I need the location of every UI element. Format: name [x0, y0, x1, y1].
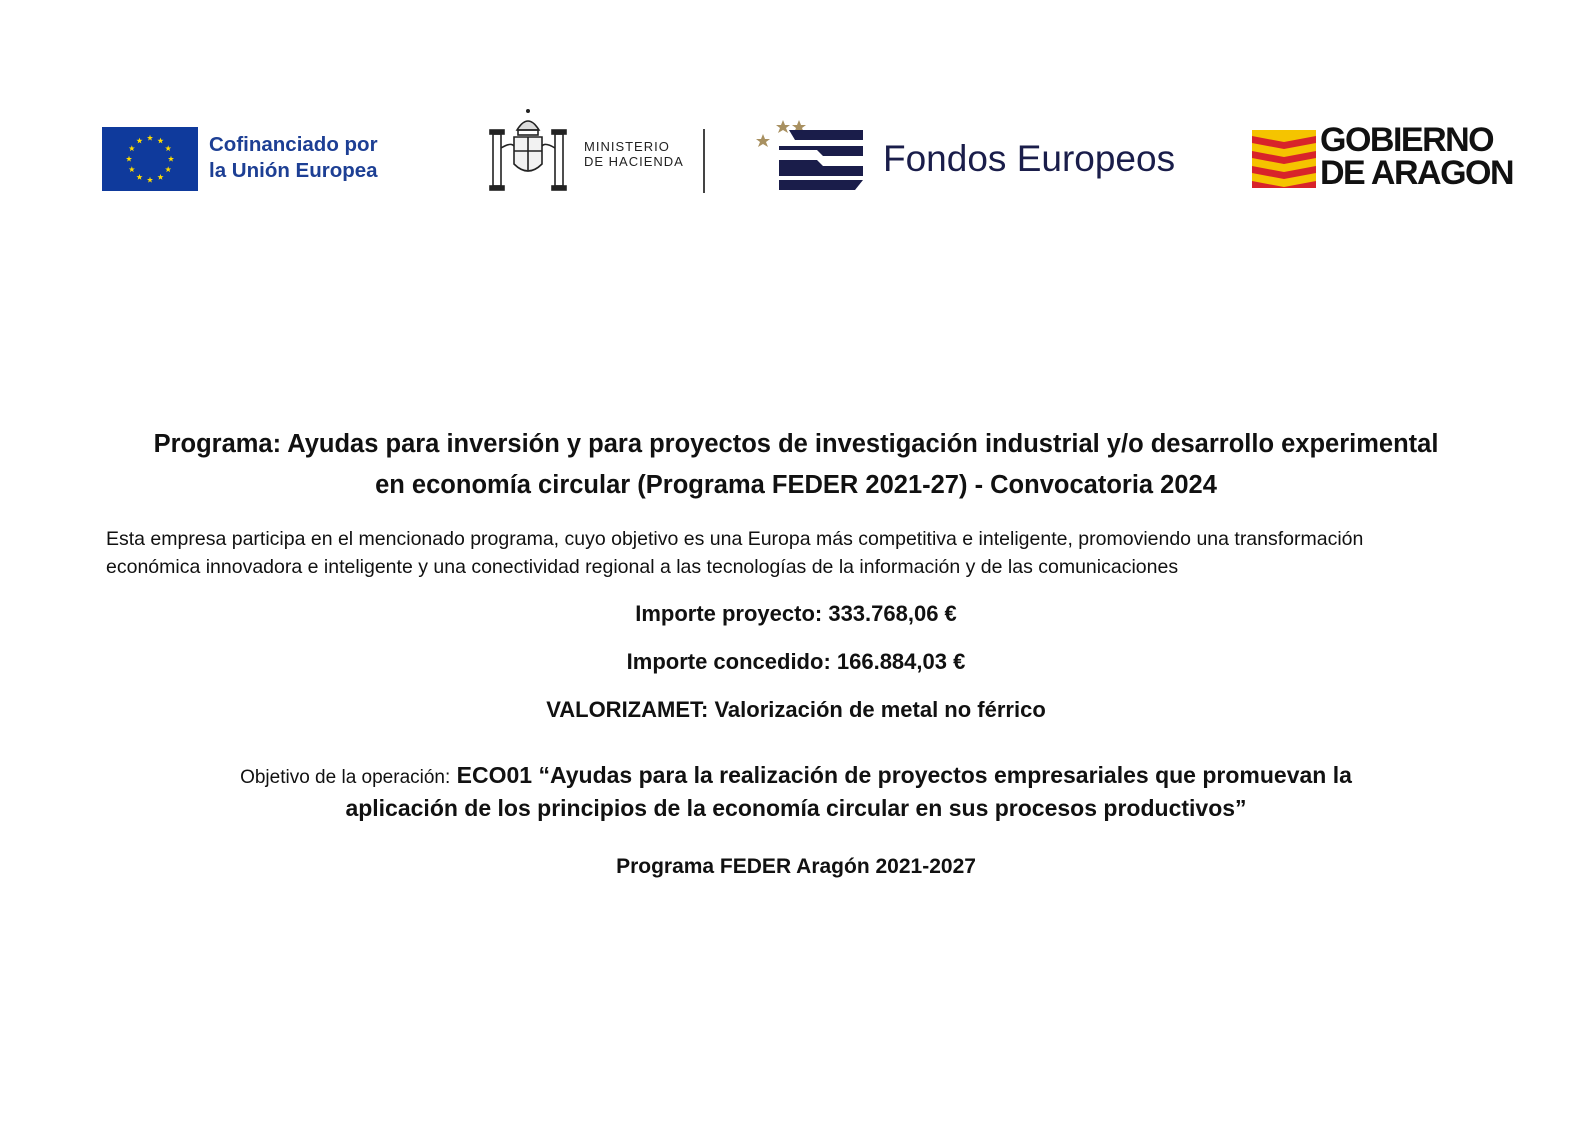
- eu-star-icon: [136, 138, 142, 144]
- eu-star-icon: [147, 177, 153, 183]
- aragon-flag-icon: [1252, 130, 1316, 188]
- eu-star-icon: [136, 174, 142, 180]
- eu-star-icon: [129, 166, 135, 172]
- aragon-label: [1320, 121, 1514, 192]
- fondos-europeos-label: Fondos Europeos: [883, 138, 1176, 179]
- objective-label: Objetivo de la operación:: [240, 767, 451, 788]
- description-line2: económica innovadora e inteligente y una conectividad regional a las tecnologías de la información y de las comunicaciones: [106, 556, 1179, 578]
- ministerio-label: [584, 139, 684, 169]
- aragon-line1: GOBIERNO: [1320, 121, 1494, 159]
- eu-star-icon: [157, 174, 163, 180]
- program-title-line1: Programa: Ayudas para inversión y para proyectos de investigación industrial y/o desarrollo experimental: [153, 430, 1439, 458]
- eu-star-icon: [147, 135, 153, 141]
- objective-line2: aplicación de los principios de la economía circular en sus procesos productivos”: [345, 795, 1247, 821]
- programa-feder: Programa FEDER Aragón 2021-2027: [616, 855, 976, 878]
- project-name: VALORIZAMET: Valorización de metal no férrico: [546, 697, 1046, 722]
- eu-star-icon: [168, 156, 174, 162]
- eu-star-icon: [126, 156, 132, 162]
- eu-star-icon: [157, 138, 163, 144]
- eu-star-icon: [165, 145, 171, 151]
- description-line1: Esta empresa participa en el mencionado programa, cuyo objetivo es una Europa más competitiva e inteligente, promoviendo una transformación: [106, 528, 1364, 550]
- objective-line1: ECO01 “Ayudas para la realización de proyectos empresariales que promuevan la: [456, 762, 1352, 788]
- eu-label-line1: Cofinanciado por: [209, 133, 378, 156]
- importe-concedido: Importe concedido: 166.884,03 €: [626, 649, 966, 674]
- importe-proyecto: Importe proyecto: 333.768,06 €: [635, 601, 957, 626]
- eu-label-line2: la Unión Europea: [209, 159, 378, 182]
- eu-star-icon: [129, 145, 135, 151]
- program-title-line2: en economía circular (Programa FEDER 2021-27) - Convocatoria 2024: [375, 471, 1217, 499]
- aragon-line2: DE ARAGON: [1320, 154, 1514, 192]
- ministerio-line1: MINISTERIO: [584, 139, 670, 154]
- eu-flag-icon: [102, 127, 198, 191]
- eu-star-icon: [165, 166, 171, 172]
- ministerio-line2: DE HACIENDA: [584, 154, 684, 169]
- operation-objective: [0, 760, 1592, 824]
- fondos-europeos-icon: [755, 118, 867, 194]
- eu-cofinancing-label: [209, 132, 378, 184]
- logo-divider: [703, 129, 705, 193]
- coat-of-arms-icon: [487, 108, 569, 196]
- program-description: [106, 525, 1506, 581]
- logo-header: [0, 0, 1592, 240]
- program-title: [110, 424, 1482, 506]
